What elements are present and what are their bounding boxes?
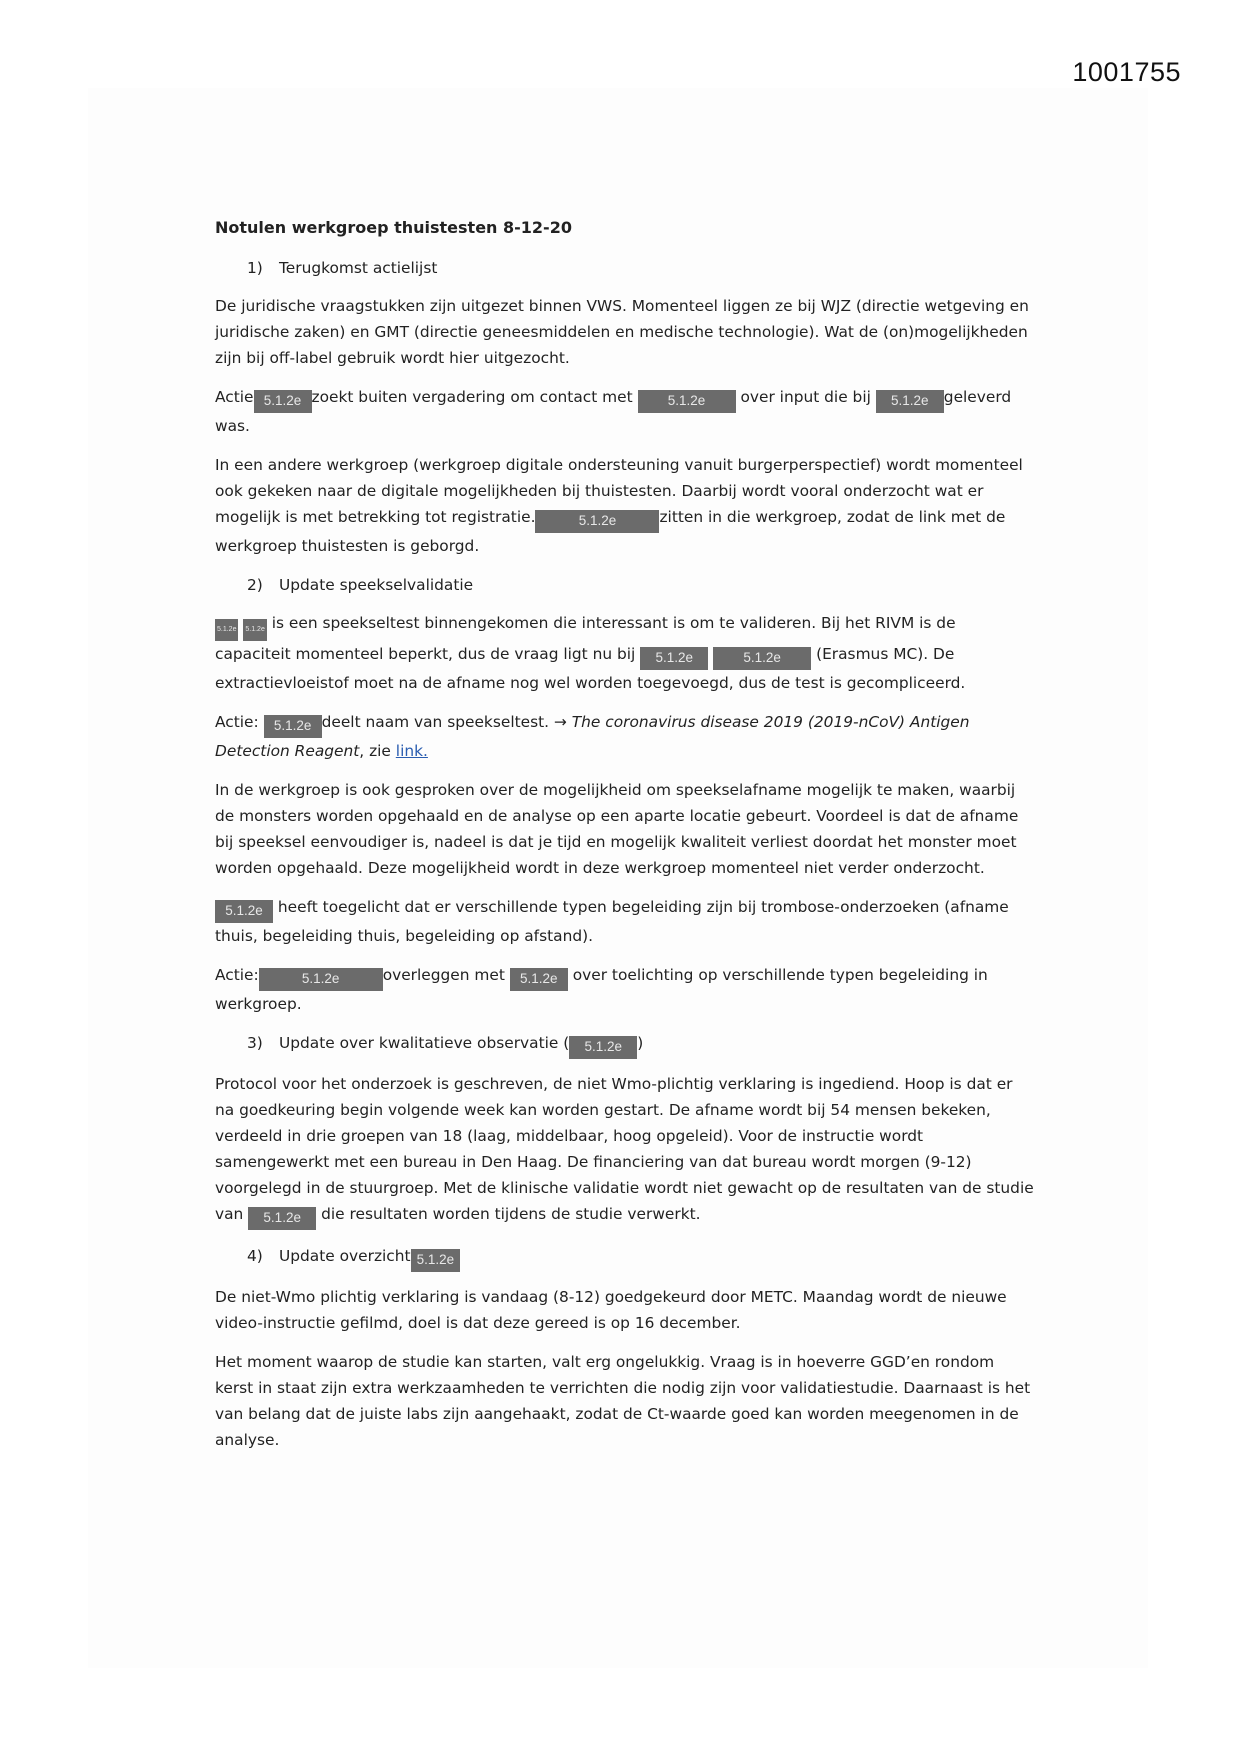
redaction-block: 5.1.2e xyxy=(243,619,266,641)
section-heading-1 xyxy=(215,255,1035,281)
action-item: Actie: 5.1.2e deelt naam van speekseltest. → The coronavirus disease 2019 (2019-nCoV) Antigen Detection Reagent, zie link. xyxy=(215,713,970,760)
redaction-block: 5.1.2e xyxy=(259,968,383,991)
paragraph: De niet-Wmo plichtig verklaring is vandaag (8-12) goedgekeurd door METC. Maandag wordt de nieuwe video-instructie gefilmd, doel is dat deze gereed is op 16 december. xyxy=(215,1288,1007,1332)
paragraph: Protocol voor het onderzoek is geschreven, de niet Wmo-plichtig verklaring is ingediend. Hoop is dat er na goedkeuring begin volgende week kan worden gestart. De afname wordt bij 54 mensen bekeken, verdeeld in drie groepen van 18 (laag, middelbaar, hoog opgeleid). Voor de instructie wordt samengewerkt met een bureau in Den Haag. De financiering van dat bureau wordt morgen (9-12) voorgelegd in de stuurgroep. Met de klinische validatie wordt niet gewacht op de resultaten van de studie van 5.1.2e die resultaten worden tijdens de studie verwerkt. xyxy=(215,1071,1035,1230)
document-title: Notulen werkgroep thuistesten 8-12-20 xyxy=(215,218,572,237)
action-item: Actie 5.1.2e zoekt buiten vergadering om contact met 5.1.2e over input die bij 5.1.2e geleverd was. xyxy=(215,388,1012,435)
redaction-block: 5.1.2e xyxy=(264,715,322,738)
section-number: 3) xyxy=(247,1034,263,1052)
paragraph: De juridische vraagstukken zijn uitgezet binnen VWS. Momenteel liggen ze bij WJZ (directie wetgeving en juridische zaken) en GMT (directie geneesmiddelen en medische technologie). Wat de (on)mogelijkheden zijn bij off-label gebruik wordt hier uitgezocht. xyxy=(215,297,1029,367)
section-heading-2 xyxy=(215,572,1035,598)
redaction-block: 5.1.2e xyxy=(569,1036,637,1059)
product-name: The coronavirus disease 2019 (2019-nCoV) Antigen Detection Reagent xyxy=(215,713,970,760)
paragraph: In de werkgroep is ook gesproken over de mogelijkheid om speekselafname mogelijk te maken, waarbij de monsters worden opgehaald en de analyse op een aparte locatie gebeurt. Voordeel is dat de afname bij speeksel eenvoudiger is, nadeel is dat je tijd en mogelijk kwaliteit verliest doordat het monster moet worden opgehaald. Deze mogelijkheid wordt in deze werkgroep momenteel niet verder onderzocht. xyxy=(215,781,1019,877)
section-title: Update speekselvalidatie xyxy=(279,576,474,594)
redaction-block: 5.1.2e xyxy=(215,619,238,641)
redaction-block: 5.1.2e xyxy=(876,390,944,413)
section-title: Terugkomst actielijst xyxy=(279,259,438,277)
redaction-block: 5.1.2e xyxy=(254,390,312,413)
paragraph: Het moment waarop de studie kan starten, valt erg ongelukkig. Vraag is in hoeverre GGD’en rondom kerst in staat zijn extra werkzaamheden te verrichten die nodig zijn voor validatiestudie. Daarnaast is het van belang dat de juiste labs zijn aangehaakt, zodat de Ct-waarde goed kan worden meegenomen in de analyse. xyxy=(215,1353,1031,1449)
redaction-block: 5.1.2e xyxy=(248,1207,316,1230)
section-title: Update overzicht xyxy=(279,1247,411,1265)
redaction-block: 5.1.2e xyxy=(215,900,273,923)
redaction-block: 5.1.2e xyxy=(510,968,568,991)
section-title: Update over kwalitatieve observatie ( xyxy=(279,1034,570,1052)
action-item: Actie: 5.1.2e overleggen met 5.1.2e over toelichting op verschillende typen begeleiding in werkgroep. xyxy=(215,966,988,1013)
section-heading-3: 3) Update over kwalitatieve observatie ( 5.1.2e ) xyxy=(215,1030,1035,1059)
redaction-block: 5.1.2e xyxy=(713,647,811,670)
redaction-block: 5.1.2e xyxy=(411,1249,461,1272)
minutes-document xyxy=(215,215,1035,1466)
paragraph: In een andere werkgroep (werkgroep digitale ondersteuning vanuit burgerperspectief) wordt momenteel ook gekeken naar de digitale mogelijkheden bij thuistesten. Daarbij wordt vooral onderzocht wat er mogelijk is met betrekking tot registratie. 5.1.2e zitten in die werkgroep, zodat de link met de werkgroep thuistesten is geborgd. xyxy=(215,456,1023,555)
redaction-block: 5.1.2e xyxy=(535,510,659,533)
section-heading-4 xyxy=(215,1243,1035,1272)
section-number: 1) xyxy=(247,259,263,277)
paragraph: 5.1.2e 5.1.2e is een speekseltest binnengekomen die interessant is om te valideren. Bij het RIVM is de capaciteit momenteel beperkt, dus de vraag ligt nu bij 5.1.2e 5.1.2e (Erasmus MC). De extractievloeistof moet na de afname nog wel worden toegevoegd, dus de test is gecompliceerd. xyxy=(215,614,966,692)
paragraph: 5.1.2e heeft toegelicht dat er verschillende typen begeleiding zijn bij trombose-onderzoeken (afname thuis, begeleiding thuis, begeleiding op afstand). xyxy=(215,898,1009,945)
redaction-block: 5.1.2e xyxy=(638,390,736,413)
section-number: 2) xyxy=(247,576,263,594)
section-number: 4) xyxy=(247,1247,263,1265)
product-link[interactable]: link. xyxy=(395,742,428,760)
document-number: 1001755 xyxy=(1072,57,1181,87)
redaction-block: 5.1.2e xyxy=(640,647,708,670)
